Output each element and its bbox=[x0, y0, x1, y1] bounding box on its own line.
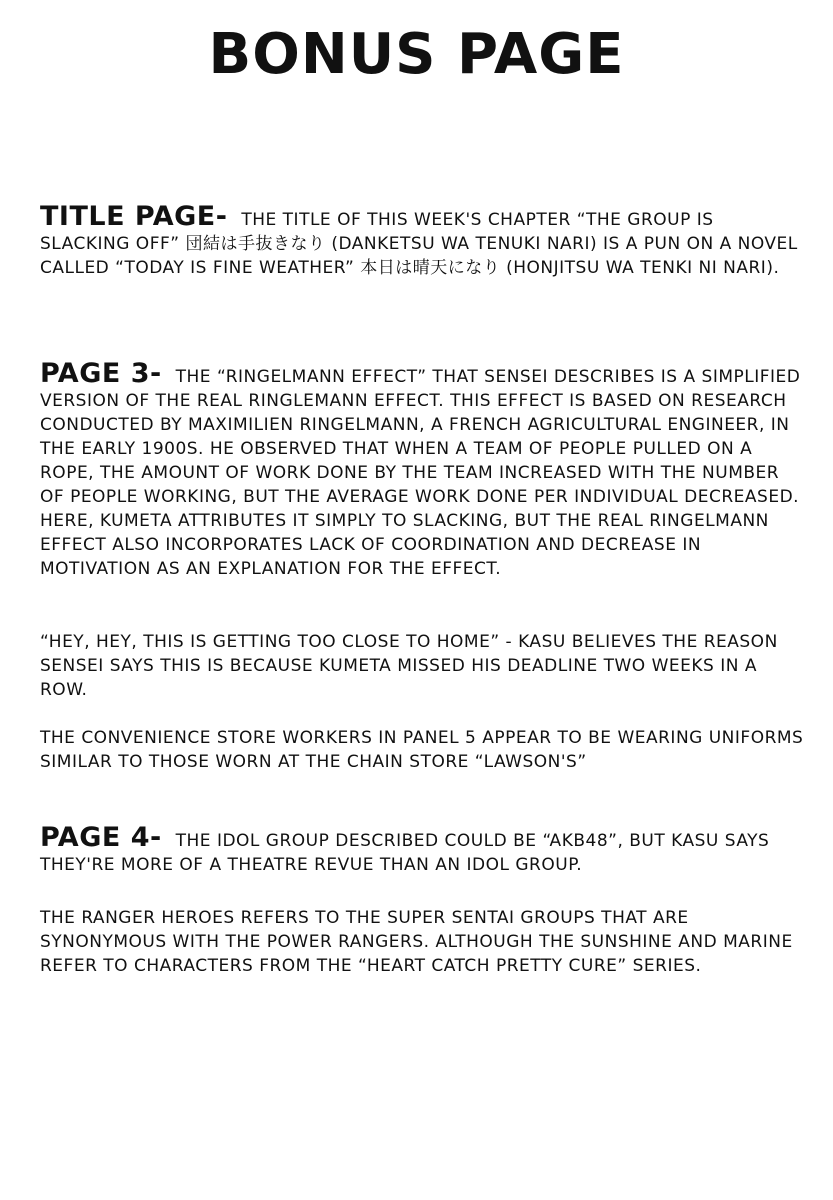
page-4-section bbox=[40, 822, 808, 877]
page-title: BONUS PAGE bbox=[208, 22, 625, 87]
page-4-heading: PAGE 4- bbox=[40, 822, 162, 853]
title-page-japanese-1: 団結は手抜きなり bbox=[185, 234, 326, 254]
page-3-section bbox=[40, 358, 808, 581]
title-page-text-3: (HONJITSU WA TENKI NI NARI). bbox=[506, 258, 780, 278]
title-page-japanese-2: 本日は晴天になり bbox=[360, 258, 501, 278]
page-4-note-1: THE RANGER HEROES REFERS TO THE SUPER SENTAI GROUPS THAT ARE SYNONYMOUS WITH THE POWER RANGERS. ALTHOUGH THE SUNSHINE AND MARINE REFER TO CHARACTERS FROM THE “HEART CATCH PRETTY CURE” SERIES. bbox=[40, 908, 793, 976]
page-3-text: THE “RINGELMANN EFFECT” THAT SENSEI DESCRIBES IS A SIMPLIFIED VERSION OF THE REAL RINGLEMANN EFFECT. THIS EFFECT IS BASED ON RESEARCH CONDUCTED BY MAXIMILIEN RINGELMANN, A FRENCH AGRICULTURAL ENGINEER, IN THE EARLY 1900S. HE OBSERVED THAT WHEN A TEAM OF PEOPLE PULLED ON A ROPE, THE AMOUNT OF WORK DONE BY THE TEAM INCREASED WITH THE NUMBER OF PEOPLE WORKING, BUT THE AVERAGE WORK DONE PER INDIVIDUAL DECREASED. HERE, KUMETA ATTRIBUTES IT SIMPLY TO SLACKING, BUT THE REAL RINGELMANN EFFECT ALSO INCORPORATES LACK OF COORDINATION AND DECREASE IN MOTIVATION AS AN EXPLANATION FOR THE EFFECT. bbox=[40, 367, 801, 579]
page-4-text: THE IDOL GROUP DESCRIBED COULD BE “AKB48”, BUT KASU SAYS THEY'RE MORE OF A THEATRE REVUE THAN AN IDOL GROUP. bbox=[40, 831, 770, 875]
title-page-section bbox=[40, 201, 808, 280]
title-page-text-2: (DANKETSU WA TENUKI NARI) IS A PUN ON A NOVEL CALLED “TODAY IS FINE WEATHER” bbox=[40, 234, 798, 278]
title-page-heading: TITLE PAGE- bbox=[40, 201, 228, 232]
page-3-heading: PAGE 3- bbox=[40, 358, 162, 389]
page-3-note-2: THE CONVENIENCE STORE WORKERS IN PANEL 5 APPEAR TO BE WEARING UNIFORMS SIMILAR TO THOSE WORN AT THE CHAIN STORE “LAWSON'S” bbox=[40, 728, 804, 772]
page-3-note-1: “HEY, HEY, THIS IS GETTING TOO CLOSE TO HOME” - KASU BELIEVES THE REASON SENSEI SAYS THIS IS BECAUSE KUMETA MISSED HIS DEADLINE TWO WEEKS IN A ROW. bbox=[40, 632, 778, 700]
title-page-text-1: THE TITLE OF THIS WEEK'S CHAPTER “THE GROUP IS SLACKING OFF” bbox=[40, 210, 714, 254]
